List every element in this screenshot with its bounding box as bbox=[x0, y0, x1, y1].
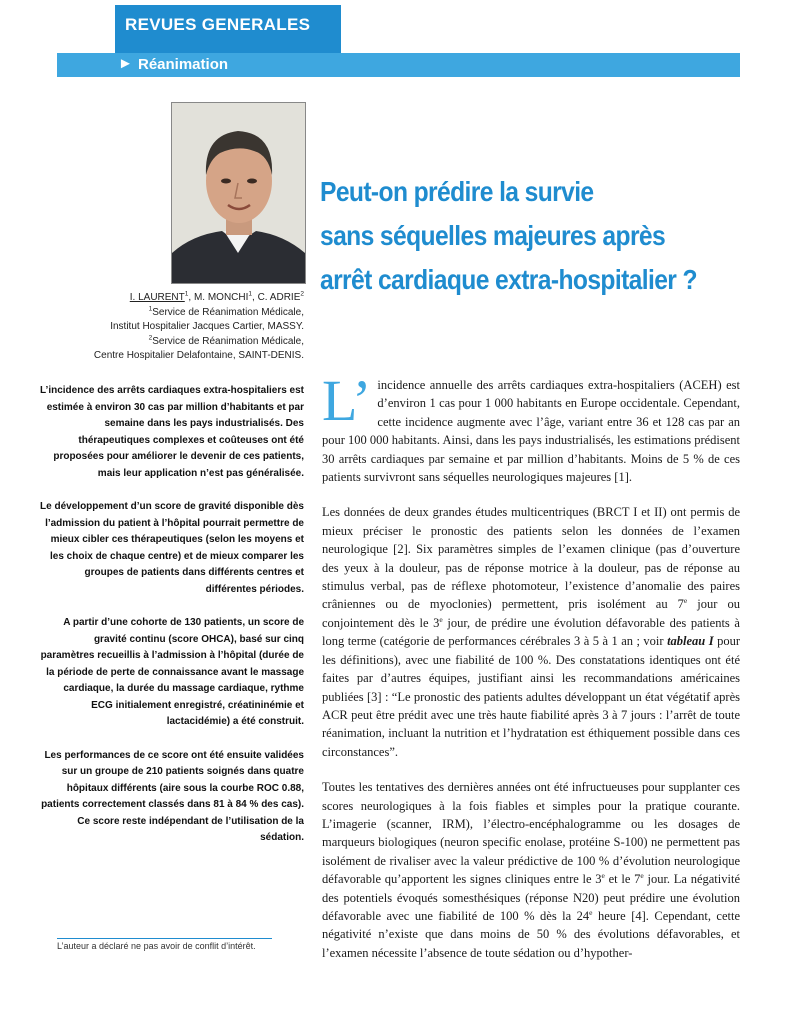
footnote-rule bbox=[57, 938, 272, 939]
body-text: jour ou conjointement dès le 3 bbox=[322, 597, 740, 630]
subsection-bar bbox=[57, 53, 740, 77]
affiliation-text: Service de Réanimation Médicale, bbox=[152, 335, 304, 347]
affiliation-text: Service de Réanimation Médicale, bbox=[152, 306, 304, 318]
ordinal-sup: e bbox=[640, 871, 644, 880]
affiliation-1 bbox=[44, 306, 304, 321]
drop-cap: L’ bbox=[322, 368, 372, 433]
body-text: Toutes les tentatives des dernières années ont été infructueuses pour supplanter ces scores neurologiques à la fois fiables et simples pour la pratique courante. L’imagerie (scanner, IRM), l’électro-encéphalogramme ou les dosages de marqueurs biologiques (neuron specific enolase, protéine S-100) ne permettent pas isolément de rivaliser avec la valeur prédictive de 100 % d’évolution neurologique défavorable qu’apportent les signes cliniques entre le 3 bbox=[322, 780, 740, 887]
title-line: sans séquelles majeures après bbox=[320, 220, 666, 251]
affil-sup: 1 bbox=[184, 290, 189, 298]
body-text: pour les définitions), avec une fiabilité de 100 %. Des constatations identiques ont été faites par d’autres équipes, justifiant ainsi les recommandations américaines publiées [3] : “Le pronostic des patients adultes développant un état végétatif après ACR peut être prédit avec une très haute fiabilité après 3 à 7 jours : l’arrêt de toute réanimation, incluant la nutrition et l’hydratation est éthiquement possible dans ces circonstances”. bbox=[322, 634, 740, 759]
summary-paragraph: Le développement d’un score de gravité disponible dès l’admission du patient à l’hôpital pourrait permettre de mieux cibler ces thérapeutiques (selon les moyens et les choix de chaque centre) et de mieux comparer les groupes de patients dans différents centres et différentes périodes. bbox=[40, 501, 304, 595]
summary-paragraph: Les performances de ce score ont été ensuite validées sur un groupe de 210 patients soignés dans quatre hôpitaux différents (aire sous la courbe ROC 0.88, patients correctement classés dans 81 à 84 % des cas). Ce score reste indépendant de l’utilisation de la sédation. bbox=[41, 749, 304, 843]
authors-block bbox=[44, 291, 304, 364]
section-label: REVUES GENERALES bbox=[125, 15, 311, 34]
affil-sup: 2 bbox=[148, 334, 153, 342]
body-text: Les données de deux grandes études multicentriques (BRCT I et II) ont permis de mieux préciser le pronostic des patients selon les données de l’examen neurologique [2]. Six paramètres simples de l’examen clinique (pas d’ouverture des yeux à la douleur, pas de réponse motrice à la douleur, pas de réponse au stimulus verbal, pas de réflexe photomoteur, l’existence d’anomalie des paires crâniennes ou de myoclonies) permettent, pris isolément au 7 bbox=[322, 505, 740, 612]
affiliation-2 bbox=[44, 335, 304, 350]
ordinal-sup: e bbox=[601, 871, 605, 880]
summary-paragraph: A partir d’une cohorte de 130 patients, un score de gravité continu (score OHCA), basé sur cinq paramètres recueillis à l’admission à l’hôpital (durée de la période de perte de connaissance avant le massage cardiaque, la durée du massage cardiaque, rythme ECG initialement enregistré, créatininémie et lactacidémie) a été construit. bbox=[40, 617, 304, 727]
body-text: jour. La négativité des potentiels évoqués somesthésiques (réponse N20) peut prédire une évolution défavorable avec une fiabilité de 100 % dès la 24 bbox=[322, 872, 741, 923]
ordinal-sup: e bbox=[683, 596, 688, 606]
affiliation-1-line2: Institut Hospitalier Jacques Cartier, MASSY. bbox=[110, 321, 304, 333]
body-text: jour, de prédire une évolution défavorable des patients à long terme (catégorie de performances cérébrales 3 à 5 à 1 an ; voir bbox=[322, 615, 740, 649]
first-author: I. LAURENT bbox=[129, 292, 185, 303]
affil-sup: 1 bbox=[148, 305, 153, 313]
article-body bbox=[322, 368, 741, 979]
author-photo bbox=[171, 102, 306, 284]
ordinal-sup: e bbox=[589, 907, 593, 917]
affiliation-2-line2: Centre Hospitalier Delafontaine, SAINT-DENIS. bbox=[93, 350, 304, 362]
author-name: , M. MONCHI bbox=[188, 292, 249, 303]
summary-column bbox=[40, 383, 304, 864]
author-names bbox=[44, 291, 304, 306]
section-tab bbox=[115, 5, 341, 53]
summary-paragraph: L’incidence des arrêts cardiaques extra-hospitaliers est estimée à environ 30 cas par million d’habitants et par semaine dans les pays industrialisés. Des thérapeutiques complexes et coûteuses ont été proposées pour améliorer le devenir de ces patients, mais leur application n’est pas généralisée. bbox=[40, 385, 305, 479]
title-line: arrêt cardiaque extra-hospitalier ? bbox=[320, 264, 697, 295]
article-title bbox=[320, 170, 697, 302]
triangle-arrow-icon: ► bbox=[118, 55, 133, 72]
ordinal-sup: e bbox=[439, 614, 443, 624]
table-reference: tableau I bbox=[667, 634, 714, 649]
body-text: incidence annuelle des arrêts cardiaques extra-hospitaliers (ACEH) est d’environ 1 cas pour 1 000 habitants en Europe occidentale. Cependant, cette incidence augmente avec l’âge, variant entre 36 et 128 cas par an pour 100 000 habitants. Ainsi, dans les pays industrialisés, les estimations prédisent 30 arrêts cardiaques par semaine et par million d’habitants. Moins de 5 % de ces patients survivront sans séquelles neurologiques majeures [1]. bbox=[322, 378, 741, 485]
body-paragraph-1 bbox=[322, 368, 741, 486]
body-paragraph-3 bbox=[322, 778, 740, 962]
body-paragraph-2 bbox=[322, 503, 740, 761]
affil-sup: 1 bbox=[248, 290, 253, 298]
affil-sup: 2 bbox=[300, 290, 304, 298]
title-line: Peut-on prédire la survie bbox=[320, 176, 594, 207]
body-text: et le 7 bbox=[604, 872, 641, 887]
author-name: , C. ADRIE bbox=[252, 292, 301, 303]
footnote: L’auteur a déclaré ne pas avoir de conflit d’intérêt. bbox=[57, 941, 256, 951]
subsection-label: Réanimation bbox=[138, 56, 229, 73]
body-text: heure [4]. Cependant, cette négativité n’existe que dans moins de 50 % des évolutions défavorables, et l’examen nécessite l’absence de toute sédation ou d’hypother- bbox=[322, 908, 740, 960]
